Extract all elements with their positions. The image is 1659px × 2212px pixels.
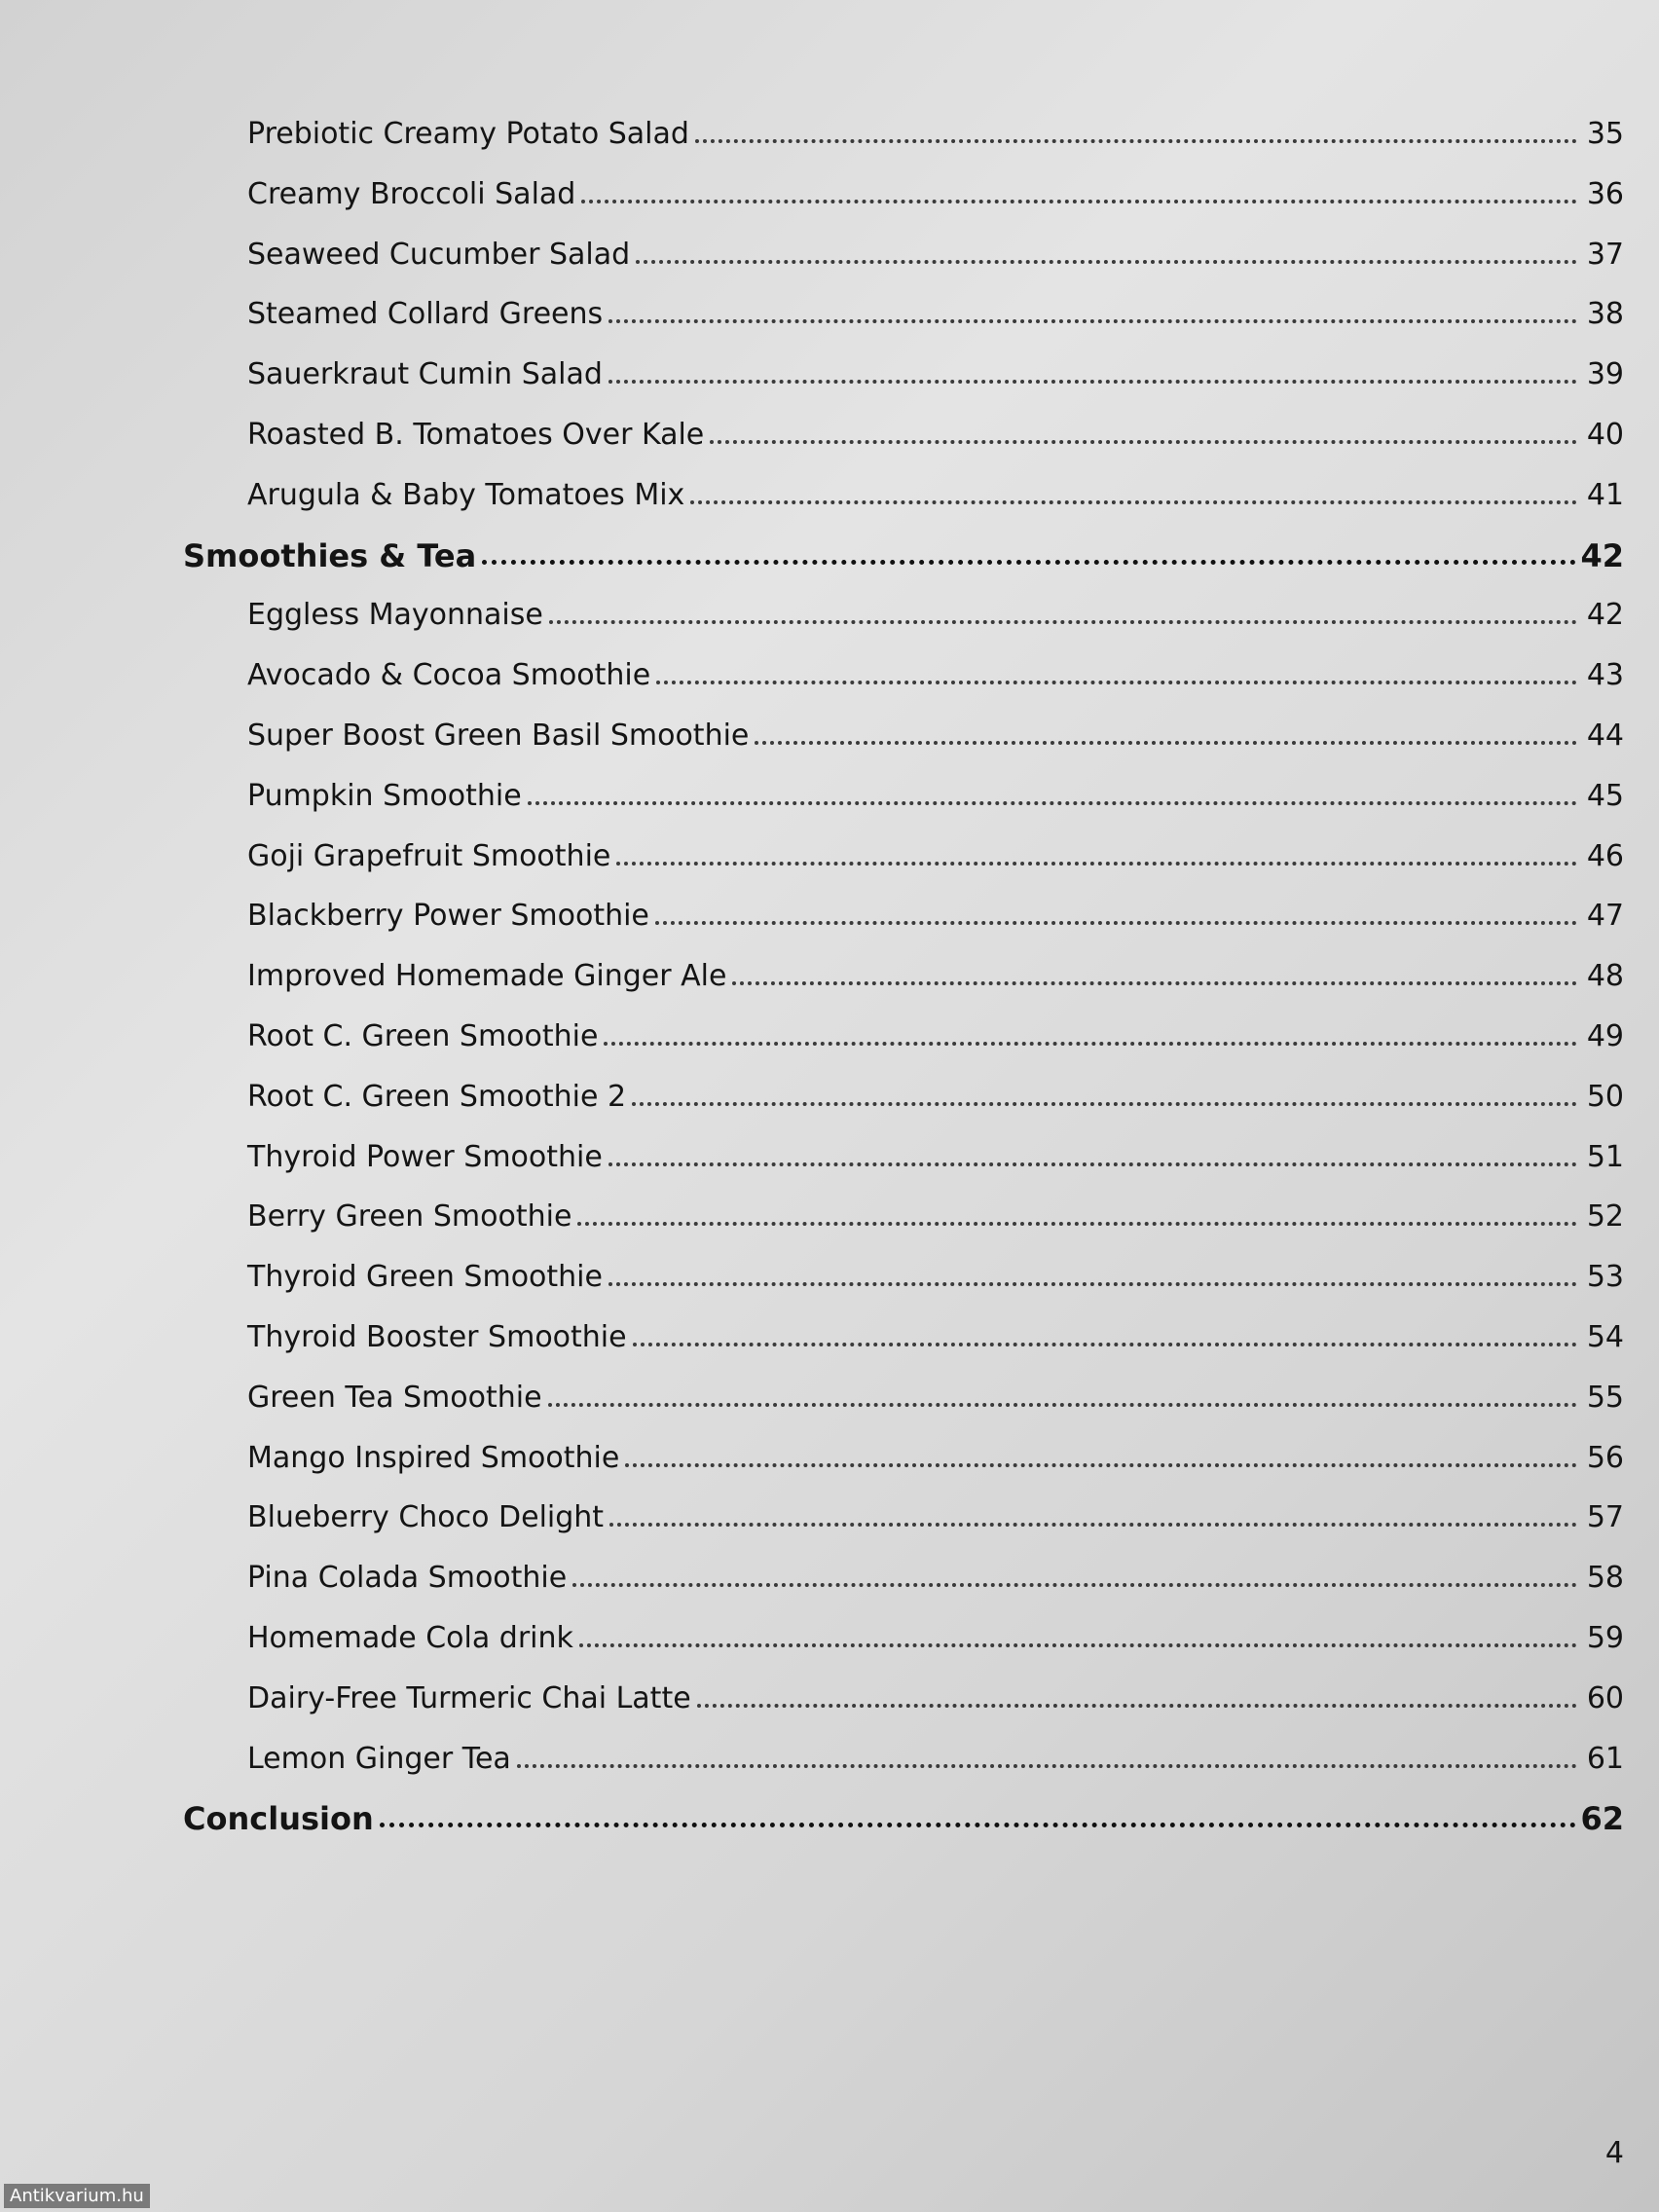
dot-leader — [732, 981, 1577, 985]
toc-entry-page: 35 — [1586, 117, 1624, 151]
dot-leader — [608, 380, 1577, 384]
toc-entry — [247, 1252, 1624, 1295]
toc-entry-page: 42 — [1580, 537, 1624, 574]
dot-leader — [710, 440, 1577, 444]
dot-leader — [581, 200, 1577, 203]
toc-entry — [247, 1192, 1624, 1235]
toc-entry-title: Conclusion — [183, 1800, 374, 1837]
toc-entry — [247, 590, 1624, 633]
toc-entry-title: Lemon Ginger Tea — [247, 1742, 511, 1776]
toc-entry-page: 49 — [1586, 1019, 1624, 1053]
dot-leader — [636, 260, 1577, 264]
dot-leader — [656, 681, 1577, 684]
toc-entry-page: 45 — [1586, 779, 1624, 813]
toc-entry-page: 50 — [1586, 1080, 1624, 1114]
toc-entry — [247, 1312, 1624, 1355]
dot-leader — [695, 139, 1577, 143]
toc-entry-page: 54 — [1586, 1320, 1624, 1354]
dot-leader — [633, 1343, 1577, 1346]
toc-entry-title: Thyroid Power Smoothie — [247, 1140, 603, 1174]
toc-entry — [247, 1012, 1624, 1054]
toc-entry — [247, 1132, 1624, 1175]
toc-entry-title: Eggless Mayonnaise — [247, 598, 543, 632]
toc-entry — [247, 1373, 1624, 1416]
dot-leader — [616, 862, 1577, 866]
toc-entry-title: Seaweed Cucumber Salad — [247, 238, 631, 272]
toc-entry — [247, 1674, 1624, 1716]
toc-entry — [247, 831, 1624, 874]
dot-leader — [528, 801, 1577, 805]
dot-leader — [604, 1042, 1577, 1046]
toc-entry-title: Dairy-Free Turmeric Chai Latte — [247, 1681, 691, 1715]
toc-entry — [247, 109, 1624, 152]
dot-leader — [625, 1463, 1577, 1467]
dot-leader — [608, 1162, 1577, 1166]
toc-entry-page: 56 — [1586, 1441, 1624, 1475]
toc-entry-page: 44 — [1586, 719, 1624, 753]
toc-entry — [247, 1072, 1624, 1115]
toc-entry — [247, 1433, 1624, 1476]
dot-leader — [482, 560, 1576, 565]
toc-entry — [247, 891, 1624, 934]
toc-section-entry — [183, 1793, 1624, 1836]
toc-entry-page: 39 — [1586, 357, 1624, 391]
toc-entry-title: Thyroid Green Smoothie — [247, 1260, 603, 1294]
toc-entry-page: 62 — [1580, 1800, 1624, 1837]
dot-leader — [608, 1282, 1577, 1286]
toc-entry-title: Prebiotic Creamy Potato Salad — [247, 117, 689, 151]
toc-entry-page: 37 — [1586, 238, 1624, 272]
toc-entry-page: 51 — [1586, 1140, 1624, 1174]
dot-leader — [608, 319, 1577, 323]
toc-entry-title: Smoothies & Tea — [183, 537, 477, 574]
toc-entry — [247, 1493, 1624, 1535]
dot-leader — [549, 620, 1577, 624]
toc-entry — [247, 1734, 1624, 1777]
toc-entry-page: 48 — [1586, 959, 1624, 993]
dot-leader — [517, 1764, 1577, 1768]
toc-entry-title: Avocado & Cocoa Smoothie — [247, 658, 651, 692]
toc-entry — [247, 711, 1624, 754]
page-number: 4 — [1604, 2136, 1624, 2170]
toc-entry-title: Thyroid Booster Smoothie — [247, 1320, 627, 1354]
toc-entry-page: 40 — [1586, 418, 1624, 452]
toc-entry-page: 36 — [1586, 177, 1624, 211]
toc-entry — [247, 470, 1624, 513]
toc-entry — [247, 1553, 1624, 1596]
watermark-label: Antikvarium.hu — [4, 2184, 150, 2208]
toc-entry-page: 46 — [1586, 839, 1624, 873]
toc-entry-page: 41 — [1586, 478, 1624, 512]
toc-entry-title: Root C. Green Smoothie — [247, 1019, 599, 1053]
toc-entry-page: 43 — [1586, 658, 1624, 692]
toc-entry-title: Super Boost Green Basil Smoothie — [247, 719, 750, 753]
toc-entry-page: 47 — [1586, 899, 1624, 933]
toc-entry-title: Blueberry Choco Delight — [247, 1500, 605, 1534]
toc-entry-title: Roasted B. Tomatoes Over Kale — [247, 418, 705, 452]
toc-entry-title: Arugula & Baby Tomatoes Mix — [247, 478, 685, 512]
toc-entry-page: 59 — [1586, 1621, 1624, 1655]
toc-entry — [247, 951, 1624, 994]
toc-entry-page: 57 — [1586, 1500, 1624, 1534]
dot-leader — [697, 1704, 1577, 1708]
toc-entry-page: 61 — [1586, 1742, 1624, 1776]
dot-leader — [380, 1823, 1577, 1827]
toc-entry-page: 60 — [1586, 1681, 1624, 1715]
toc-entry-page: 55 — [1586, 1381, 1624, 1415]
toc-entry-title: Green Tea Smoothie — [247, 1381, 542, 1415]
toc-entry-title: Homemade Cola drink — [247, 1621, 573, 1655]
toc-entry-title: Improved Homemade Ginger Ale — [247, 959, 727, 993]
dot-leader — [690, 500, 1577, 504]
toc-entry-title: Pumpkin Smoothie — [247, 779, 522, 813]
dot-leader — [755, 741, 1577, 745]
toc-entry-title: Goji Grapefruit Smoothie — [247, 839, 611, 873]
toc-entry-page: 52 — [1586, 1199, 1624, 1234]
toc-entry-page: 58 — [1586, 1561, 1624, 1595]
toc-entry-page: 53 — [1586, 1260, 1624, 1294]
toc-entry-title: Blackberry Power Smoothie — [247, 899, 649, 933]
dot-leader — [655, 921, 1577, 925]
toc-entry-title: Creamy Broccoli Salad — [247, 177, 576, 211]
dot-leader — [572, 1583, 1577, 1587]
dot-leader — [609, 1523, 1577, 1527]
toc-entry — [247, 169, 1624, 212]
toc-section-entry — [183, 531, 1624, 573]
toc-entry — [247, 410, 1624, 453]
toc-entry-title: Pina Colada Smoothie — [247, 1561, 568, 1595]
dot-leader — [577, 1222, 1577, 1226]
dot-leader — [632, 1102, 1577, 1106]
toc-entry-title: Root C. Green Smoothie 2 — [247, 1080, 627, 1114]
toc-entry-title: Berry Green Smoothie — [247, 1199, 572, 1234]
toc-entry-page: 42 — [1586, 598, 1624, 632]
toc-entry — [247, 230, 1624, 273]
dot-leader — [548, 1403, 1577, 1407]
toc-entry — [247, 350, 1624, 392]
toc-entry — [247, 771, 1624, 814]
toc-entry-page: 38 — [1586, 297, 1624, 331]
toc-entry-title: Steamed Collard Greens — [247, 297, 604, 331]
toc-entry-title: Sauerkraut Cumin Salad — [247, 357, 603, 391]
toc-entry — [247, 650, 1624, 693]
dot-leader — [579, 1643, 1577, 1647]
toc-entry — [247, 289, 1624, 332]
toc-entry — [247, 1613, 1624, 1656]
toc-entry-title: Mango Inspired Smoothie — [247, 1441, 620, 1475]
